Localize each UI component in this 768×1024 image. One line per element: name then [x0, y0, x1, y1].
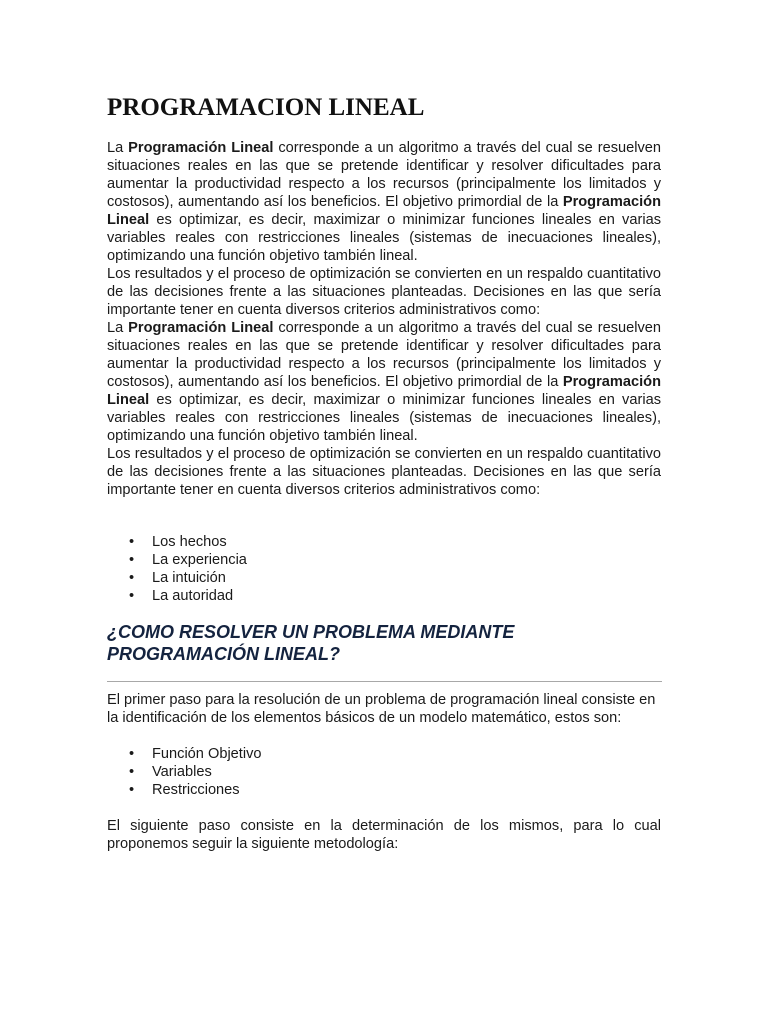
- text-run: corresponde a un algoritmo a través del cual se resuelven situaciones reales en las que se pretende identificar y resolver dificultades para aumentar la productividad respecto a los recursos (principalmente los limitados y costosos), aumentando así los beneficios. El objetivo primordial de la: [107, 320, 661, 390]
- list-item: • Restricciones: [107, 781, 262, 799]
- list-item: • Función Objetivo: [107, 745, 262, 763]
- results-paragraph-repeat: Los resultados y el proceso de optimización se convierten en un respaldo cuantitativo de las decisiones frente a las situaciones planteadas. Decisiones en las que sería importante tener en cuenta diversos criterios administrativos como:: [107, 446, 661, 498]
- results-paragraph: Los resultados y el proceso de optimización se convierten en un respaldo cuantitativo de las decisiones frente a las situaciones planteadas. Decisiones en las que sería importante tener en cuenta diversos criterios administrativos como:: [107, 266, 661, 318]
- list-item: • Variables: [107, 763, 262, 781]
- list-item: • Los hechos: [107, 533, 247, 551]
- list-item: • La autoridad: [107, 587, 247, 605]
- document-title: PROGRAMACION LINEAL: [107, 94, 425, 121]
- text-run: es optimizar, es decir, maximizar o minimizar funciones lineales en varias variables reales con restricciones lineales (sistemas de inecuaciones lineales), optimizando una función objetivo también lineal.: [107, 392, 661, 444]
- bold-term: Programación Lineal: [128, 320, 274, 336]
- intro-paragraph: [107, 139, 661, 265]
- list-item: • La intuición: [107, 569, 247, 587]
- bold-term: Programación Lineal: [128, 140, 274, 156]
- text-run: La: [107, 140, 129, 156]
- text-run: corresponde a un algoritmo a través del cual se resuelven situaciones reales en las que se pretende identificar y resolver dificultades para aumentar la productividad respecto a los recursos (principalmente los limitados y costosos), aumentando así los beneficios. El objetivo primordial de la: [107, 140, 661, 210]
- section-divider: [107, 681, 662, 682]
- bold-term: Programación Lineal: [107, 194, 661, 228]
- intro-text: [107, 139, 661, 499]
- criteria-list: [107, 533, 247, 605]
- intro-paragraph-repeat: [107, 319, 661, 445]
- section-paragraph: El primer paso para la resolución de un problema de programación lineal consiste en la identificación de los elementos básicos de un modelo matemático, estos son:: [107, 692, 656, 726]
- text-run: La: [107, 320, 129, 336]
- section-heading: ¿COMO RESOLVER UN PROBLEMA MEDIANTE PROGRAMACIÓN LINEAL?: [107, 622, 515, 664]
- elements-list: [107, 745, 262, 799]
- list-item: • La experiencia: [107, 551, 247, 569]
- text-run: es optimizar, es decir, maximizar o minimizar funciones lineales en varias variables reales con restricciones lineales (sistemas de inecuaciones lineales), optimizando una función objetivo también lineal.: [107, 212, 661, 264]
- bold-term: Programación Lineal: [107, 374, 661, 408]
- closing-paragraph: El siguiente paso consiste en la determinación de los mismos, para lo cual proponemos seguir la siguiente metodología:: [107, 818, 661, 852]
